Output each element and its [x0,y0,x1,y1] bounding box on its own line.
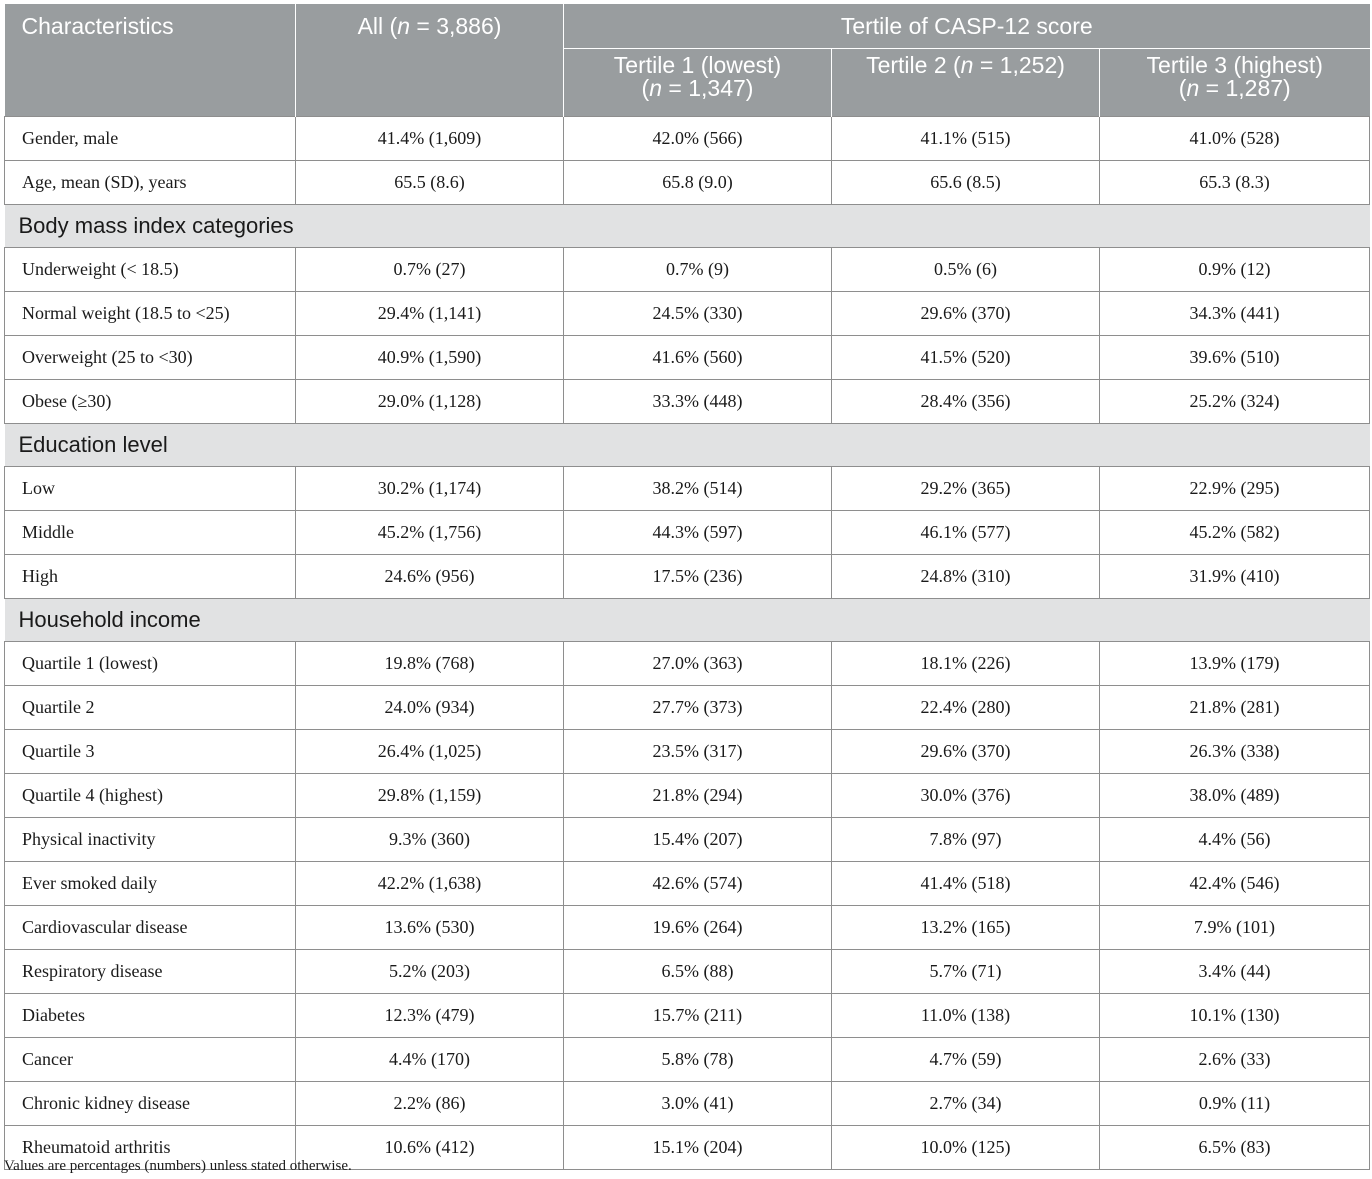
table-cell: 45.2% (582) [1100,510,1370,554]
table-row [5,116,1370,160]
section-label: Education level [5,423,1370,466]
header-row-1 [5,4,1370,48]
table-cell: 30.0% (376) [832,773,1100,817]
header-characteristics: Characteristics [5,4,296,116]
table-cell: 26.3% (338) [1100,729,1370,773]
table-cell: 44.3% (597) [564,510,832,554]
table-cell: 65.5 (8.6) [296,160,564,204]
table-row [5,1037,1370,1081]
row-label: Middle [5,510,296,554]
table-cell: 3.4% (44) [1100,949,1370,993]
table-cell: 29.8% (1,159) [296,773,564,817]
table-cell: 41.6% (560) [564,335,832,379]
row-label: Cardiovascular disease [5,905,296,949]
header-tertile-1: Tertile 1 (lowest) (n = 1,347) [564,48,832,116]
section-label: Household income [5,598,1370,641]
table-cell: 13.2% (165) [832,905,1100,949]
header-tertile-group: Tertile of CASP-12 score [564,4,1370,48]
table-cell: 19.6% (264) [564,905,832,949]
table-cell: 29.2% (365) [832,466,1100,510]
table-row [5,554,1370,598]
table-row [5,993,1370,1037]
row-label: Overweight (25 to <30) [5,335,296,379]
table-cell: 6.5% (83) [1100,1125,1370,1169]
row-label: Rheumatoid arthritis [5,1125,296,1169]
row-label: Physical inactivity [5,817,296,861]
row-label: Age, mean (SD), years [5,160,296,204]
table-cell: 27.0% (363) [564,641,832,685]
table-cell: 5.7% (71) [832,949,1100,993]
table-row [5,949,1370,993]
table-cell: 24.5% (330) [564,291,832,335]
table-cell: 6.5% (88) [564,949,832,993]
table-cell: 42.0% (566) [564,116,832,160]
row-label: Gender, male [5,116,296,160]
section-label: Body mass index categories [5,204,1370,247]
row-label: Cancer [5,1037,296,1081]
table-cell: 0.9% (12) [1100,247,1370,291]
table-row [5,861,1370,905]
table-cell: 15.4% (207) [564,817,832,861]
table-row [5,510,1370,554]
table-cell: 13.9% (179) [1100,641,1370,685]
table-cell: 25.2% (324) [1100,379,1370,423]
table-cell: 31.9% (410) [1100,554,1370,598]
table-row [5,379,1370,423]
table-row [5,641,1370,685]
row-label: Obese (≥30) [5,379,296,423]
table-cell: 5.2% (203) [296,949,564,993]
table-cell: 38.0% (489) [1100,773,1370,817]
table-cell: 29.4% (1,141) [296,291,564,335]
table-cell: 7.8% (97) [832,817,1100,861]
table-cell: 0.7% (27) [296,247,564,291]
characteristics-table [4,4,1370,1170]
table-cell: 24.0% (934) [296,685,564,729]
table-row [5,729,1370,773]
table-cell: 65.8 (9.0) [564,160,832,204]
table-cell: 24.8% (310) [832,554,1100,598]
row-label: Quartile 4 (highest) [5,773,296,817]
table-cell: 13.6% (530) [296,905,564,949]
table-cell: 42.2% (1,638) [296,861,564,905]
table-row [5,817,1370,861]
table-cell: 34.3% (441) [1100,291,1370,335]
table-cell: 10.0% (125) [832,1125,1100,1169]
table-row [5,291,1370,335]
table-cell: 21.8% (294) [564,773,832,817]
table-cell: 29.6% (370) [832,291,1100,335]
table-footnote: Values are percentages (numbers) unless stated otherwise. [4,1158,352,1174]
row-label: Respiratory disease [5,949,296,993]
row-label: Ever smoked daily [5,861,296,905]
table-row [5,335,1370,379]
table-cell: 41.4% (1,609) [296,116,564,160]
row-label: Normal weight (18.5 to <25) [5,291,296,335]
table-row [5,466,1370,510]
section-row [5,204,1370,247]
header-tertile-2: Tertile 2 (n = 1,252) [832,48,1100,116]
section-row [5,423,1370,466]
table-cell: 45.2% (1,756) [296,510,564,554]
table-header [5,4,1370,116]
table-cell: 22.9% (295) [1100,466,1370,510]
table-cell: 28.4% (356) [832,379,1100,423]
table-cell: 15.1% (204) [564,1125,832,1169]
header-all: All (n = 3,886) [296,4,564,116]
row-label: Diabetes [5,993,296,1037]
row-label: High [5,554,296,598]
row-label: Quartile 2 [5,685,296,729]
row-label: Underweight (< 18.5) [5,247,296,291]
table-cell: 41.1% (515) [832,116,1100,160]
header-tertile-3: Tertile 3 (highest) (n = 1,287) [1100,48,1370,116]
table-cell: 5.8% (78) [564,1037,832,1081]
table-cell: 2.6% (33) [1100,1037,1370,1081]
table-cell: 38.2% (514) [564,466,832,510]
table-cell: 4.4% (56) [1100,817,1370,861]
row-label: Chronic kidney disease [5,1081,296,1125]
table-cell: 22.4% (280) [832,685,1100,729]
table-cell: 40.9% (1,590) [296,335,564,379]
section-row [5,598,1370,641]
table-cell: 7.9% (101) [1100,905,1370,949]
table-row [5,905,1370,949]
table-cell: 4.7% (59) [832,1037,1100,1081]
table-cell: 41.0% (528) [1100,116,1370,160]
table-cell: 0.7% (9) [564,247,832,291]
table-cell: 23.5% (317) [564,729,832,773]
row-label: Low [5,466,296,510]
table-cell: 17.5% (236) [564,554,832,598]
table-cell: 15.7% (211) [564,993,832,1037]
table-cell: 26.4% (1,025) [296,729,564,773]
table-cell: 12.3% (479) [296,993,564,1037]
table-cell: 2.7% (34) [832,1081,1100,1125]
table-cell: 10.1% (130) [1100,993,1370,1037]
table-cell: 21.8% (281) [1100,685,1370,729]
table-cell: 33.3% (448) [564,379,832,423]
table-cell: 65.3 (8.3) [1100,160,1370,204]
table-row [5,1081,1370,1125]
table-cell: 46.1% (577) [832,510,1100,554]
table-row [5,773,1370,817]
table-cell: 24.6% (956) [296,554,564,598]
table-row [5,685,1370,729]
table-cell: 19.8% (768) [296,641,564,685]
table-cell: 3.0% (41) [564,1081,832,1125]
table-body [5,116,1370,1169]
table-cell: 42.4% (546) [1100,861,1370,905]
table-cell: 29.0% (1,128) [296,379,564,423]
table-cell: 41.4% (518) [832,861,1100,905]
table-cell: 42.6% (574) [564,861,832,905]
table-cell: 0.5% (6) [832,247,1100,291]
table-cell: 18.1% (226) [832,641,1100,685]
row-label: Quartile 1 (lowest) [5,641,296,685]
table-cell: 4.4% (170) [296,1037,564,1081]
table-cell: 27.7% (373) [564,685,832,729]
row-label: Quartile 3 [5,729,296,773]
table-row [5,247,1370,291]
table-cell: 11.0% (138) [832,993,1100,1037]
table-cell: 41.5% (520) [832,335,1100,379]
table-cell: 9.3% (360) [296,817,564,861]
table-cell: 29.6% (370) [832,729,1100,773]
table-cell: 0.9% (11) [1100,1081,1370,1125]
table-cell: 10.6% (412) [296,1125,564,1169]
table-cell: 30.2% (1,174) [296,466,564,510]
table-cell: 65.6 (8.5) [832,160,1100,204]
table-cell: 2.2% (86) [296,1081,564,1125]
table-cell: 39.6% (510) [1100,335,1370,379]
table-row [5,160,1370,204]
